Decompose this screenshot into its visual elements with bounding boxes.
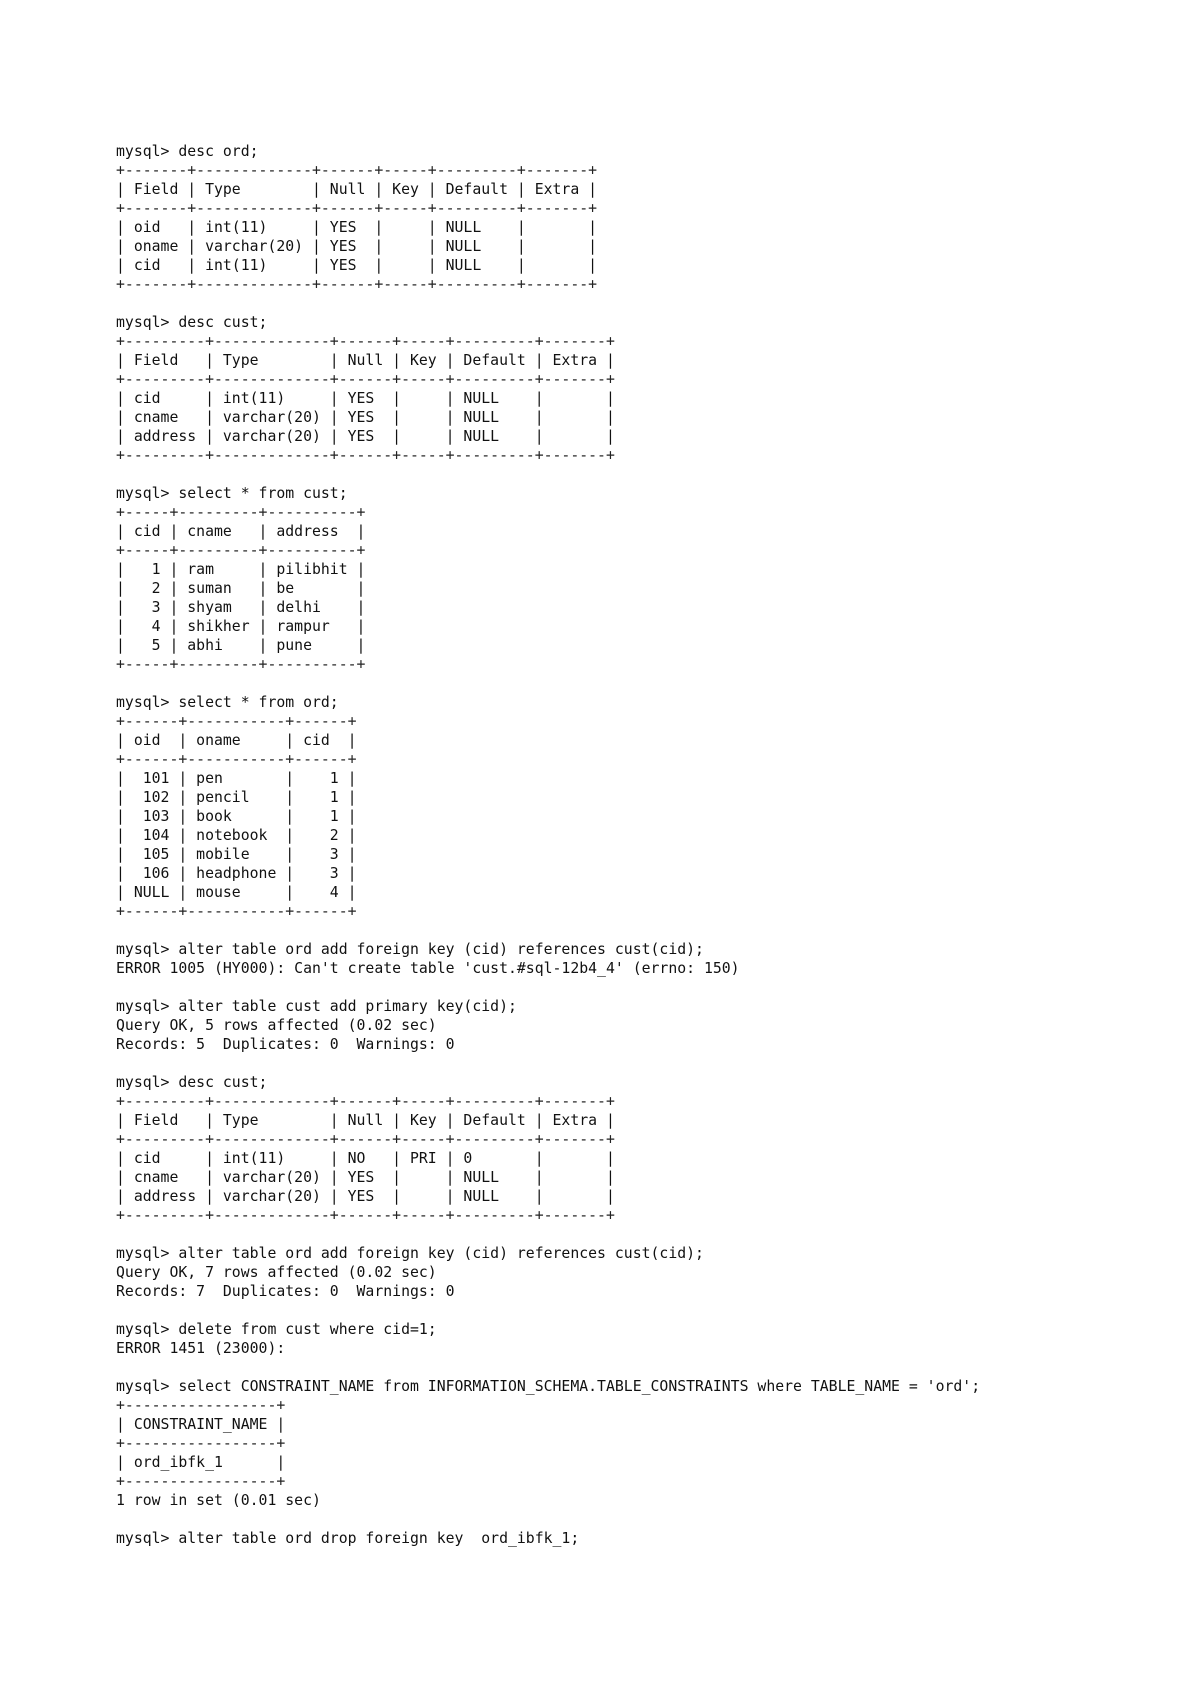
sql-command-line: mysql> alter table cust add primary key(cid); xyxy=(116,998,517,1015)
table-row: | cid | cname | address | xyxy=(116,523,366,540)
sql-output-line: Query OK, 7 rows affected (0.02 sec) xyxy=(116,1264,437,1281)
table-row: | cname | varchar(20) | YES | | NULL | | xyxy=(116,1169,615,1186)
table-row: | 104 | notebook | 2 | xyxy=(116,827,357,844)
blank-line xyxy=(116,1054,1156,1073)
sql-output-line: ERROR 1451 (23000): xyxy=(116,1340,286,1357)
table-row: | cname | varchar(20) | YES | | NULL | | xyxy=(116,409,615,426)
sql-command-line: mysql> alter table ord drop foreign key ord_ibfk_1; xyxy=(116,1530,580,1547)
table-border: +------+-----------+------+ xyxy=(116,713,357,730)
blank-line xyxy=(116,1510,1156,1529)
result-table xyxy=(116,1396,1156,1491)
table-border: +---------+-------------+------+-----+---------+-------+ xyxy=(116,447,615,464)
table-border: +-------+-------------+------+-----+---------+-------+ xyxy=(116,276,598,293)
result-table xyxy=(116,161,1156,294)
blank-line xyxy=(116,465,1156,484)
table-row: | oid | oname | cid | xyxy=(116,732,357,749)
table-border: +-------+-------------+------+-----+---------+-------+ xyxy=(116,162,598,179)
table-row: | 102 | pencil | 1 | xyxy=(116,789,357,806)
table-border: +-----------------+ xyxy=(116,1435,286,1452)
result-table xyxy=(116,712,1156,921)
table-row: | 105 | mobile | 3 | xyxy=(116,846,357,863)
table-row: | 2 | suman | be | xyxy=(116,580,366,597)
table-row: | NULL | mouse | 4 | xyxy=(116,884,357,901)
sql-command-line: mysql> desc cust; xyxy=(116,314,268,331)
sql-output-line: Query OK, 5 rows affected (0.02 sec) xyxy=(116,1017,437,1034)
table-row: | Field | Type | Null | Key | Default | Extra | xyxy=(116,181,598,198)
table-border: +------+-----------+------+ xyxy=(116,751,357,768)
table-border: +---------+-------------+------+-----+---------+-------+ xyxy=(116,1093,615,1110)
sql-command-line: mysql> delete from cust where cid=1; xyxy=(116,1321,437,1338)
table-row: | cid | int(11) | NO | PRI | 0 | | xyxy=(116,1150,615,1167)
table-border: +---------+-------------+------+-----+---------+-------+ xyxy=(116,371,615,388)
table-row: | ord_ibfk_1 | xyxy=(116,1454,286,1471)
blank-line xyxy=(116,978,1156,997)
blank-line xyxy=(116,1225,1156,1244)
table-row: | address | varchar(20) | YES | | NULL | | xyxy=(116,1188,615,1205)
table-border: +------+-----------+------+ xyxy=(116,903,357,920)
result-table xyxy=(116,503,1156,674)
result-table xyxy=(116,332,1156,465)
table-row: | Field | Type | Null | Key | Default | Extra | xyxy=(116,1112,615,1129)
table-row: | 3 | shyam | delhi | xyxy=(116,599,366,616)
blank-line xyxy=(116,921,1156,940)
blank-line xyxy=(116,294,1156,313)
table-border: +-----+---------+----------+ xyxy=(116,656,366,673)
sql-output-line: ERROR 1005 (HY000): Can't create table 'cust.#sql-12b4_4' (errno: 150) xyxy=(116,960,740,977)
table-row: | cid | int(11) | YES | | NULL | | xyxy=(116,257,598,274)
blank-line xyxy=(116,1358,1156,1377)
sql-command-line: mysql> desc cust; xyxy=(116,1074,268,1091)
table-border: +---------+-------------+------+-----+---------+-------+ xyxy=(116,1207,615,1224)
table-row: | CONSTRAINT_NAME | xyxy=(116,1416,286,1433)
blank-line xyxy=(116,1301,1156,1320)
table-border: +-----------------+ xyxy=(116,1397,286,1414)
sql-command-line: mysql> alter table ord add foreign key (cid) references cust(cid); xyxy=(116,941,704,958)
table-row: | oid | int(11) | YES | | NULL | | xyxy=(116,219,598,236)
sql-command-line: mysql> select CONSTRAINT_NAME from INFORMATION_SCHEMA.TABLE_CONSTRAINTS where TABLE_NAME = 'ord'; xyxy=(116,1378,981,1395)
table-row: | 106 | headphone | 3 | xyxy=(116,865,357,882)
table-row: | 4 | shikher | rampur | xyxy=(116,618,366,635)
sql-output-line: 1 row in set (0.01 sec) xyxy=(116,1492,321,1509)
sql-command-line: mysql> alter table ord add foreign key (cid) references cust(cid); xyxy=(116,1245,704,1262)
table-border: +-------+-------------+------+-----+---------+-------+ xyxy=(116,200,598,217)
table-row: | oname | varchar(20) | YES | | NULL | | xyxy=(116,238,598,255)
table-border: +---------+-------------+------+-----+---------+-------+ xyxy=(116,1131,615,1148)
sql-command-line: mysql> desc ord; xyxy=(116,143,259,160)
sql-command-line: mysql> select * from ord; xyxy=(116,694,339,711)
table-border: +-----------------+ xyxy=(116,1473,286,1490)
table-row: | cid | int(11) | YES | | NULL | | xyxy=(116,390,615,407)
table-row: | 103 | book | 1 | xyxy=(116,808,357,825)
table-row: | address | varchar(20) | YES | | NULL | | xyxy=(116,428,615,445)
table-row: | Field | Type | Null | Key | Default | Extra | xyxy=(116,352,615,369)
table-border: +-----+---------+----------+ xyxy=(116,504,366,521)
mysql-session-transcript xyxy=(116,142,1156,1548)
table-row: | 5 | abhi | pune | xyxy=(116,637,366,654)
table-row: | 1 | ram | pilibhit | xyxy=(116,561,366,578)
table-row: | 101 | pen | 1 | xyxy=(116,770,357,787)
result-table xyxy=(116,1092,1156,1225)
sql-output-line: Records: 5 Duplicates: 0 Warnings: 0 xyxy=(116,1036,455,1053)
table-border: +-----+---------+----------+ xyxy=(116,542,366,559)
table-border: +---------+-------------+------+-----+---------+-------+ xyxy=(116,333,615,350)
sql-output-line: Records: 7 Duplicates: 0 Warnings: 0 xyxy=(116,1283,455,1300)
blank-line xyxy=(116,674,1156,693)
sql-command-line: mysql> select * from cust; xyxy=(116,485,348,502)
